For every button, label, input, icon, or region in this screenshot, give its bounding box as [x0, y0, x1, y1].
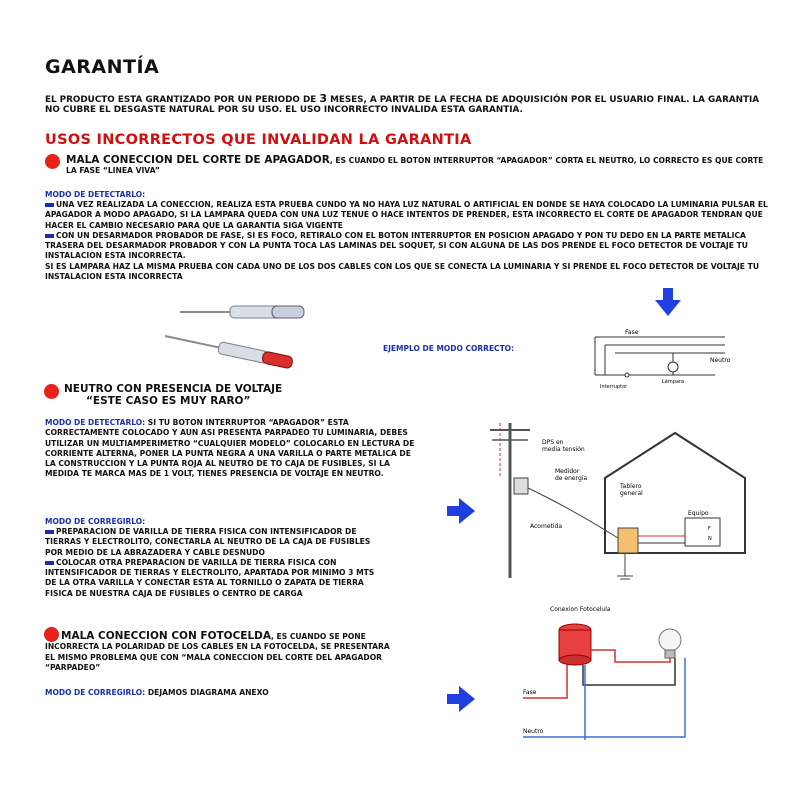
photocell-diagram [515, 600, 695, 750]
section2-subheading: “ESTE CASO ES MUY RARO” [86, 395, 251, 407]
section1-detect-block [45, 200, 770, 282]
section3-title: MALA CONECCION CON FOTOCELDA [61, 630, 271, 642]
section1-detect-label: MODO DE DETECTARLO: [45, 190, 146, 199]
tablero-label: Tablero general [620, 483, 643, 497]
example-correct-label: EJEMPLO DE MODO CORRECTO: [383, 344, 515, 353]
diagram-interruptor-label: Interruptor [600, 384, 628, 390]
section2-fix2-text: COLOCAR OTRA PREPARACION DE VARILLA DE TIERRA FISICA CON INTENSIFICADOR DE TIERRAS Y ELECTROLITO, APARTADA POR MINIMO 3 MTS DE LA OTRA VARILLA Y CONECTAR ESTA AL TORNILLO O ZAPATA DE TIERRA FISICA DE NUESTRA CAJA DE FUSIBLES O CENTRO DE CARGA [45, 557, 375, 598]
f-label: F [708, 526, 711, 532]
section2-detect-text: SI TU BOTON INTERRUPTOR “APAGADOR” ESTA CORRECTAMENTE COLOCADO Y AUN ASI PRESENTA PARPADEO TU LUMINARIA, DEBES UTILIZAR UN MULTIAMPERIMETRO “CUALQUIER MODELO” COLOCARLO EN LECTURA DE CORRIENTE ALTERNA, PONER LA PUNTA NEGRA A UNA VARILLA O PARTE METALICA DE LA CONSTRUCCION Y LA PUNTA ROJA AL NEUTRO DE TO CAJA DE FUSIBLES, SI LA MEDIDA TE MARCA MAS DE 1 VOLT, TIENES PRESENCIA DE VOLTAJE EN NEUTRO. [45, 418, 415, 479]
dps-label: DPS en media tensión [542, 439, 585, 453]
section3-fix-text: DEJAMOS DIAGRAMA ANEXO [145, 688, 269, 697]
section1-title-rest: , ES CUANDO EL BOTON INTERRUPTOR “APAGADOR” CORTA EL NEUTRO, LO CORRECTO ES QUE CORTE LA FASE “LINEA VIVA” [66, 156, 764, 176]
bullet-icon [45, 530, 54, 534]
right-arrow-icon [447, 686, 475, 712]
section1-bullet2 [45, 231, 770, 262]
section1-title: MALA CONECCION DEL CORTE DE APAGADOR [66, 154, 330, 166]
section2-detect-label: MODO DE DETECTARLO: [45, 418, 146, 427]
warranty-intro [45, 94, 765, 115]
section2-fix1 [45, 527, 380, 558]
bullet-icon [45, 203, 54, 207]
section3-fix-block [45, 688, 269, 698]
house-electrical-diagram [470, 418, 755, 593]
diagram-lampara-label: Lámpara [662, 379, 685, 385]
section2-fix-block [45, 527, 380, 599]
section2-fix2 [45, 558, 380, 599]
acometida-label: Acometida [530, 523, 563, 530]
screwdriver-top-icon [180, 306, 304, 318]
down-arrow-icon [655, 288, 681, 316]
section1-bullet1-text: UNA VEZ REALIZADA LA CONECCION, REALIZA ESTA PRUEBA CUNDO YA NO HAYA LUZ NATURAL O ARTIFICIAL EN DONDE SE HAYA COLOCADO LA LUMINARIA PULSAR EL APAGADOR A MODO APAGADO, SI LA LAMPARA QUEDA CON UNA LUZ TENUE O HACE INTENTOS DE PRENDER, ESTA INCORRECTO EL CORTE DE APAGADOR TENDRAN QUE HACER EL CAMBIO NECESARIO PARA QUE LA GARANTIA SIGA VIGENTE [45, 200, 768, 230]
photocell-fase-label: Fase [523, 689, 537, 696]
intro-before: EL PRODUCTO ESTA GRANTIZADO POR UN PERIODO DE [45, 95, 320, 105]
photocell-title: Conexion Fotocelula [550, 606, 611, 613]
phase-tester-screwdrivers [160, 296, 310, 371]
equipo-label: Equipo [688, 510, 709, 517]
bullet-icon [45, 561, 54, 565]
section3-title-rest: , ES CUANDO SE PONE INCORRECTA LA POLARIDAD DE LOS CABLES EN LA FOTOCELDA, SE PRESENTARA EL MISMO PROBLEMA QUE CON “MALA CONECCION DEL CORTE DEL APAGADOR “PARPADEO” [45, 632, 390, 672]
medidor-label: Medidor de energía [555, 468, 588, 482]
section2-fix-label: MODO DE CORREGIRLO: [45, 517, 146, 526]
correct-wiring-diagram [585, 325, 735, 395]
diagram-fase-label: Fase [625, 329, 639, 336]
section1-bullet1 [45, 200, 770, 231]
intro-months: 3 [319, 92, 328, 105]
n-label: N [708, 536, 712, 542]
section2-heading: NEUTRO CON PRESENCIA DE VOLTAJE [64, 383, 283, 395]
intro-after: MESES, A PARTIR DE LA FECHA DE ADQUISICIÓN POR EL USUARIO FINAL. LA GARANTIA NO CUBRE EL DESGASTE NATURAL POR SU USO. EL USO INCORRECTO INVALIDA ESTA GARANTIA. [45, 95, 760, 115]
section2-detect-block [45, 418, 415, 480]
section1-heading [66, 155, 766, 177]
section1-para3: SI ES LAMPARA HAZ LA MISMA PRUEBA CON CADA UNO DE LOS DOS CABLES CON LOS QUE SE CONECTA LA LUMINARIA Y SI PRENDE EL FOCO DETECTOR DE VOLTAJE TU INSTALACION ESTA INCORRECTA [45, 261, 759, 282]
red-dot-icon [45, 154, 60, 169]
section2-fix1-text: PREPARACION DE VARILLA DE TIERRA FISICA CON INTENSIFICADOR DE TIERRAS Y ELECTROLITO, CONECTARLA AL NEUTRO DE LA CAJA DE FUSIBLES POR MEDIO DE LA ABRAZADERA Y CABLE DESNUDO [45, 527, 371, 557]
screwdriver-bottom-icon [164, 330, 294, 369]
section3-fix-label: MODO DE CORREGIRLO: [45, 688, 146, 697]
photocell-neutro-label: Neutro [523, 728, 544, 735]
bullet-icon [45, 234, 54, 238]
red-dot-icon [44, 384, 59, 399]
section1-bullet2-text: CON UN DESARMADOR PROBADOR DE FASE, SI ES FOCO, RETIRALO CON EL BOTON INTERRUPTOR EN POSICION APAGADO Y PON TU DEDO EN LA PARTE METALICA TRASERA DEL DESARMADOR PROBADOR Y CON LA PUNTA TOCA LAS LAMINAS DEL SOQUET, SI CON ALGUNA DE LAS DOS PRENDE EL FOCO DETECTOR DE VOLTAJE TU INSTALACION ESTA INCORRECTA. [45, 230, 748, 261]
diagram-neutro-label: Neutro [710, 357, 731, 364]
section3-heading [45, 631, 400, 673]
page-title: GARANTÍA [45, 56, 160, 78]
incorrect-uses-heading: USOS INCORRECTOS QUE INVALIDAN LA GARANTIA [45, 132, 472, 148]
